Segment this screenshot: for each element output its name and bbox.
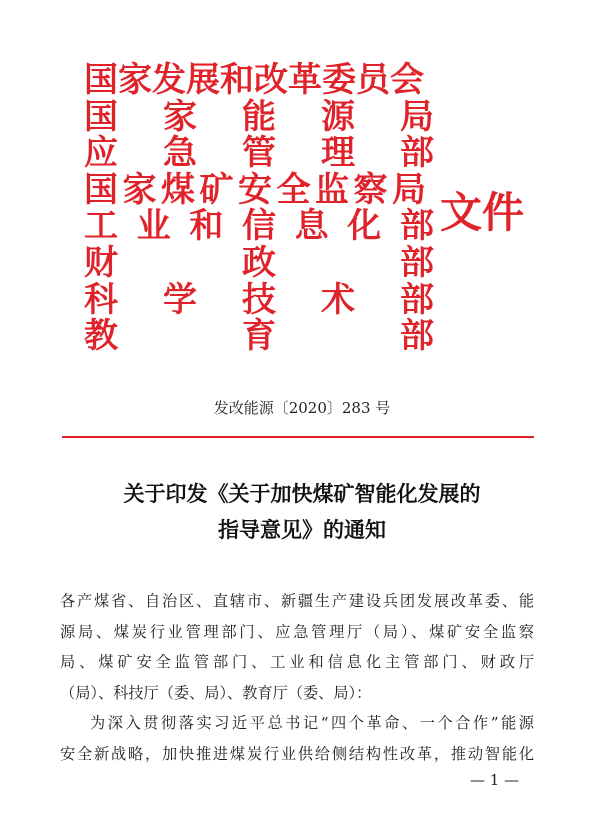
- recipients-line: 各产煤省、自治区、直辖市、新疆生产建设兵团发展改革委、能: [60, 592, 534, 610]
- org-row-coal-safety: [84, 169, 434, 210]
- title-line-1: 关于印发《关于加快煤矿智能化发展的: [123, 482, 481, 506]
- paragraph-line: 安全新战略，加快推进煤炭行业供给侧结构性改革，推动智能化: [60, 744, 534, 763]
- recipients-line: 源局、煤炭行业管理部门、应急管理厅（局）、煤矿安全监察: [60, 622, 534, 641]
- org-row-miit: 工 业 和 信 息 化 部: [84, 206, 434, 247]
- page-number: — 1 —: [470, 771, 520, 789]
- paragraph-line: 为深入贯彻落实习近平总书记“四个革命、一个合作”能源: [90, 714, 534, 732]
- recipients-line: （局）、科技厅（委、局）、教育厅（委、局）：: [60, 683, 372, 702]
- org-coal-safety: 国家煤矿安全监察局: [84, 169, 431, 210]
- issuing-authorities: [84, 62, 434, 355]
- document-title: [0, 476, 604, 548]
- document-number: 发改能源〔2020〕283 号: [213, 399, 391, 417]
- org-row-most: 科 学 技 术 部: [84, 279, 434, 320]
- org-row-nea: 国 家 能 源 局: [84, 96, 434, 137]
- title-line-2: 指导意见》的通知: [218, 518, 386, 542]
- document-body: [60, 586, 534, 769]
- recipients-line: 局、煤矿安全监管部门、工业和信息化主管部门、财政厅: [60, 653, 534, 671]
- org-row-mof: 财 政 部: [84, 242, 434, 283]
- document-suffix: 文件: [440, 188, 525, 237]
- org-row-mem: 应 急 管 理 部: [84, 133, 434, 174]
- org-ndrc: 国家发展和改革委员会: [84, 60, 424, 100]
- org-row-ndrc: [84, 62, 434, 99]
- org-row-moe: 教 育 部: [84, 316, 434, 357]
- red-divider: [62, 436, 534, 438]
